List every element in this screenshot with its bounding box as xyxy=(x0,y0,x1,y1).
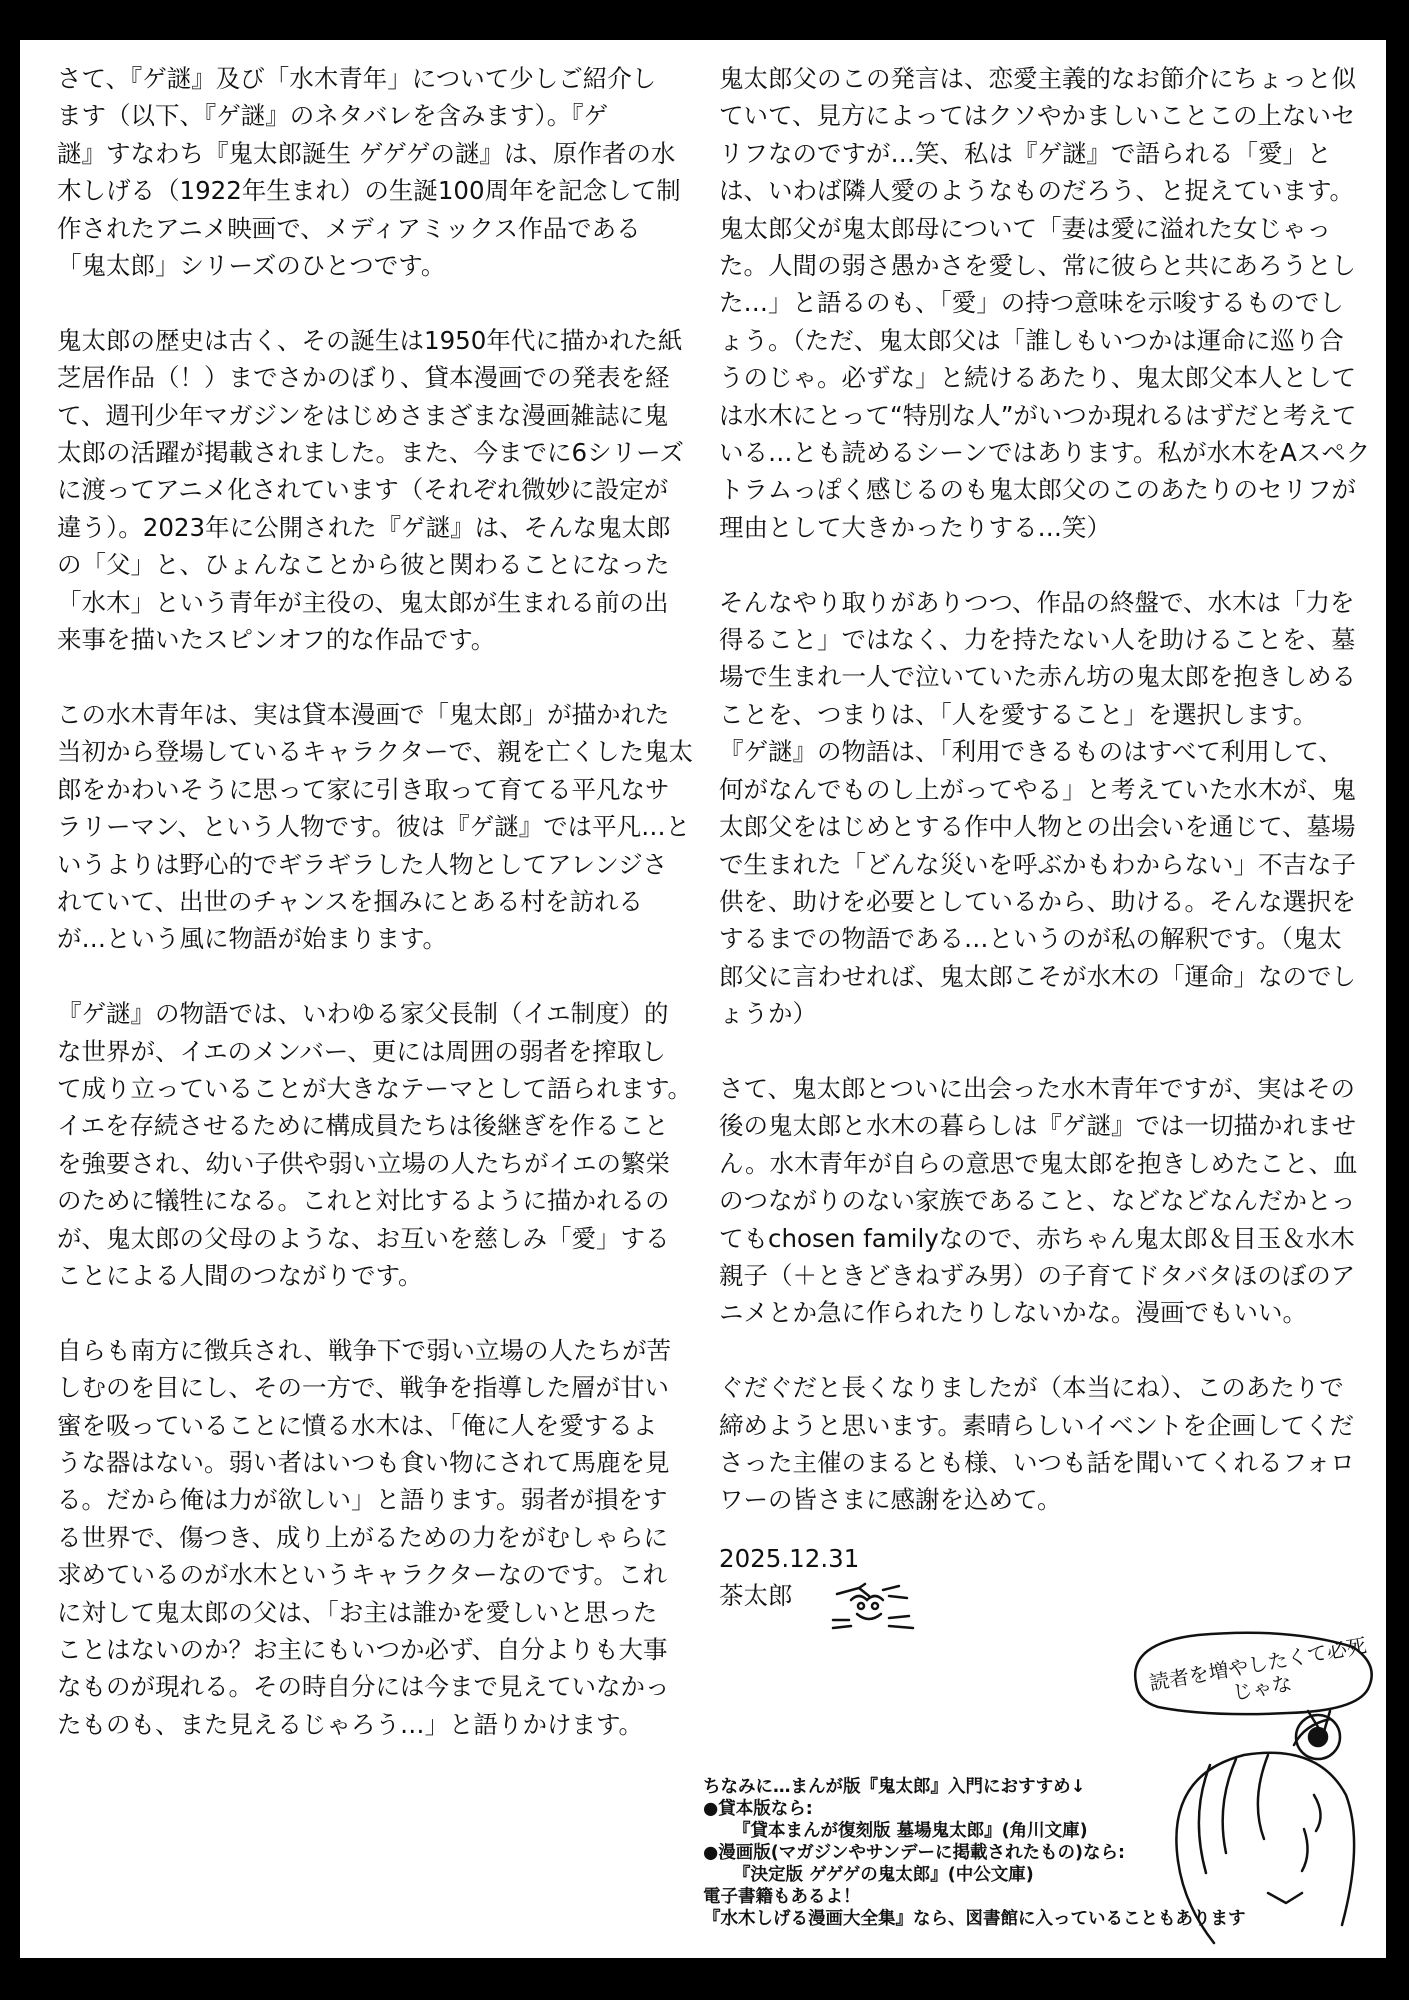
reco-manga-title: 『決定版 ゲゲゲの鬼太郎』(中公文庫) xyxy=(733,1865,1034,1885)
right-column xyxy=(719,60,1374,1556)
recommendations xyxy=(703,1776,1263,1930)
signature-block xyxy=(719,1540,859,1615)
reco-intro: ちなみに…まんが版『鬼太郎』入門におすすめ↓ xyxy=(703,1777,1086,1797)
paragraph: 自らも南方に徴兵され、戦争下で弱い立場の人たちが苦 しむのを目にし、その一方で、戦争を指導した層が甘い 蜜を吸っていることに憤る水木は、「俺に人を愛するよ うな器はない。弱い者はいつも食い物にされて馬鹿を見 る。だから俺は力が欲しい」と語ります。弱者が損をす る世界で、傷つき、成り上がるための力をがむしゃらに 求めているのが水木というキャラクターなのです。これ に対して鬼太郎の父は、「お主は誰かを愛しいと思った ことはないのか？お主にもいつか必ず、自分よりも大事 なものが現れる。その時自分には今まで見えていなかっ たものも、また見えるじゃろう…」と語りかけます。 xyxy=(57,1335,671,1739)
paragraph: ぐだぐだと長くなりましたが（本当にね）、このあたりで 締めようと思います。素晴らしいイベントを企画してくだ さった主催のまるとも様、いつも話を聞いてくれるフォロ ワーの皆さまに感謝を込めて。 xyxy=(719,1373,1355,1515)
paragraph: 鬼太郎父のこの発言は、恋愛主義的なお節介にちょっと似 ていて、見方によってはクソやかましいことこの上ないセ リフなのですが…笑、私は『ゲ謎』で語られる「愛」と は、いわば隣人愛のようなものだろう、と捉えています。 鬼太郎父が鬼太郎母について「妻は愛に溢れた女じゃっ た。人間の弱さ愚かさを愛し、常に彼らと共にあろうとし た…」と語るのも、「愛」の持つ意味を示唆するものでし ょう。（ただ、鬼太郎父は「誰しもいつかは運命に巡り合 うのじゃ。必ずな」と続けるあたり、鬼太郎父本人として は水木にとって“特別な人”がいつか現れるはずだと考えて いる…とも読めるシーンではあります。私が水木をAスペク トラムっぽく感じるのも鬼太郎父のこのあたりのセリフが 理由として大きかったりする…笑） xyxy=(719,64,1371,542)
reco-library: 『水木しげる漫画大全集』なら、図書館に入っていることもあります xyxy=(703,1909,1246,1929)
reco-kashihon-title: 『貸本まんが復刻版 墓場鬼太郎』(角川文庫) xyxy=(733,1821,1088,1841)
reco-manga-label: ●漫画版(マガジンやサンデーに掲載されたもの)なら: xyxy=(703,1843,1125,1863)
signature-date: 2025.12.31 xyxy=(719,1544,860,1573)
document-page xyxy=(20,40,1386,1958)
left-column xyxy=(57,60,697,1781)
paragraph: 『ゲ謎』の物語では、いわゆる家父長制（イエ制度）的 な世界が、イエのメンバー、更には周囲の弱者を搾取し て成り立っていることが大きなテーマとして語られます。 イエを存続させるために構成員たちは後継ぎを作ること を強要され、幼い子供や弱い立場の人たちがイエの繁栄 のために犠牲になる。これと対比するように描かれるの が、鬼太郎の父母のような、お互いを慈しみ「愛」する ことによる人間のつながりです。 xyxy=(57,999,693,1290)
paragraph: そんなやり取りがありつつ、作品の終盤で、水木は「力を 得ること」ではなく、力を持たない人を助けることを、墓 場で生まれ一人で泣いていた赤ん坊の鬼太郎を抱きしめる ことを、つまりは、「人を愛すること」を選択します。 『ゲ謎』の物語は、「利用できるものはすべて利用して、 何がなんでものし上がってやる」と考えていた水木が、鬼 太郎父をはじめとする作中人物との出会いを通じて、墓場 で生まれた「どんな災いを呼ぶかもわからない」不吉な子 供を、助けを必要としているから、助ける。そんな選択を するまでの物語である…というのが私の解釈です。（鬼太 郎父に言わせれば、鬼太郎こそが水木の「運命」なのでし ょうか） xyxy=(719,587,1356,1029)
speech-bubble-text: 読者を増やしたくて必死じゃな xyxy=(1147,1633,1369,1705)
reco-kashihon-label: ●貸本版なら: xyxy=(703,1799,813,1819)
signature-name: 茶太郎 xyxy=(719,1581,793,1611)
reco-ebook: 電子書籍もあるよ！ xyxy=(703,1887,861,1907)
paragraph: さて、鬼太郎とついに出会った水木青年ですが、実はその 後の鬼太郎と水木の暮らしは『ゲ謎』では一切描かれませ ん。水木青年が自らの意思で鬼太郎を抱きしめたこと、血 のつながりのない家族であること、などなどなんだかとっ てもchosen familyなので、赤ちゃん鬼太郎＆目玉＆水木 親子（＋ときどきねずみ男）の子育てドタバタほのぼのア ニメとか急に作られたりしないかな。漫画でもいい。 xyxy=(719,1073,1358,1328)
paragraph: 鬼太郎の歴史は古く、その誕生は1950年代に描かれた紙 芝居作品（！）までさかのぼり、貸本漫画での発表を経 て、週刊少年マガジンをはじめさまざまな漫画雑誌に鬼 太郎の活躍が掲載されました。また、今までに6シリーズ に渡ってアニメ化されています（それぞれ微妙に設定が 違う）。2023年に公開された『ゲ謎』は、そんな鬼太郎 の「父」と、ひょんなことから彼と関わることになった 「水木」という青年が主役の、鬼太郎が生まれる前の出 来事を描いたスピンオフ的な作品です。 xyxy=(57,325,684,655)
paragraph: さて、『ゲ謎』及び「水木青年」について少しご紹介し ます（以下、『ゲ謎』のネタバレを含みます）。『ゲ 謎』すなわち『鬼太郎誕生 ゲゲゲの謎』は、原作者の水 木しげる（1922年生まれ）の生誕100周年を記念して制 作されたアニメ映画で、メディアミックス作品である 「鬼太郎」シリーズのひとつです。 xyxy=(57,64,681,281)
paragraph: この水木青年は、実は貸本漫画で「鬼太郎」が描かれた 当初から登場しているキャラクターで、親を亡くした鬼太 郎をかわいそうに思って家に引き取って育てる平凡なサ ラリーマン、という人物です。彼は『ゲ謎』では平凡…と いうよりは野心的でギラギラした人物としてアレンジさ れていて、出世のチャンスを掴みにとある村を訪れる が…という風に物語が始まります。 xyxy=(57,699,694,954)
signature-doodle-icon xyxy=(829,1580,919,1640)
